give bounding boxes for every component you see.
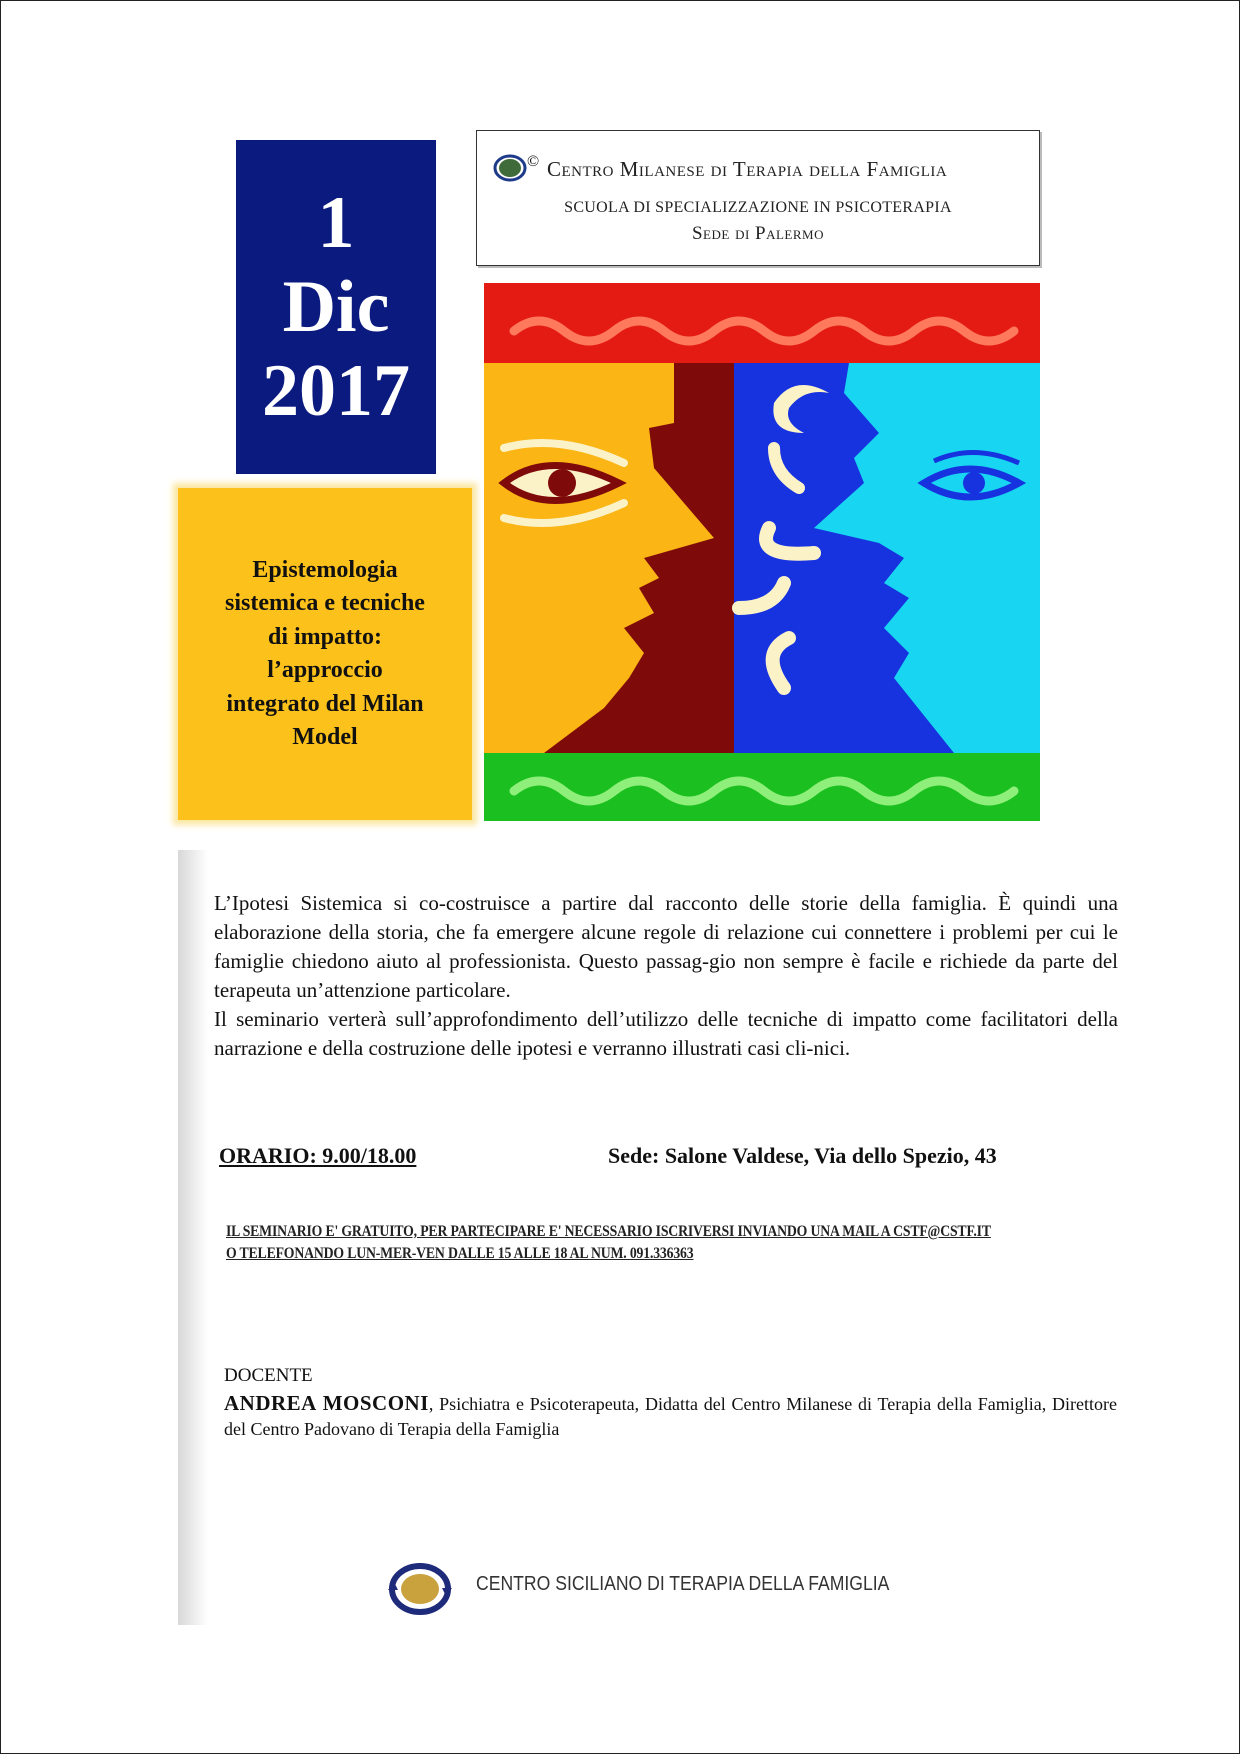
header-title: Centro Milanese di Terapia della Famiglia (547, 157, 948, 181)
seminar-title (207, 554, 443, 755)
cmtf-logo-icon (493, 153, 527, 183)
docente-label: DOCENTE (224, 1365, 313, 1386)
header-box (476, 130, 1040, 266)
description-text (214, 889, 1118, 1063)
copyright-symbol: © (527, 153, 540, 170)
date-year: 2017 (262, 350, 410, 432)
footer-organization: CENTRO SICILIANO DI TERAPIA DELLA FAMIGLIA (476, 1573, 890, 1595)
seminar-title-line: Model (292, 724, 358, 750)
date-day: 1 (317, 182, 355, 264)
seminar-title-line: integrato del Milan (226, 690, 424, 717)
seminar-title-line: di impatto: (267, 623, 382, 650)
venue-text: Sede: Salone Valdese, Via dello Spezio, 43 (608, 1143, 997, 1168)
date-month: Dic (282, 266, 390, 348)
seminar-title-line: Epistemologia (252, 556, 398, 583)
cstf-logo-icon (384, 1560, 456, 1618)
two-faces-artwork (484, 283, 1040, 821)
docente-description: , Psichiatra e Psicoterapeuta, Didatta del Centro Milanese di Terapia della Famiglia, Direttore del Centro Padovano di Terapia della Famiglia (224, 1394, 1117, 1439)
docente-name: ANDREA MOSCONI (224, 1391, 429, 1415)
seminar-title-box (178, 488, 472, 820)
schedule-text: ORARIO: 9.00/18.00 (219, 1143, 417, 1168)
seminar-title-line: l’approccio (267, 657, 383, 683)
docente-details (224, 1391, 1117, 1442)
decorative-strip (178, 850, 208, 1625)
description-paragraph: L’Ipotesi Sistemica si co-costruisce a partire dal racconto delle storie della famiglia. È quindi una elaborazione della storia, che fa emergere alcune regole di relazione cui connettere i problemi per cui le famiglie chiedono aiuto al professionista. Questo passag-gio non sempre è facile e richiede da parte del terapeuta un’attenzione particolare. (214, 891, 1118, 1002)
registration-notice (226, 1221, 1142, 1265)
date-block (236, 140, 436, 474)
notice-line: O TELEFONANDO LUN-MER-VEN DALLE 15 ALLE 18 AL NUM. 091.336363 (226, 1245, 694, 1262)
description-paragraph: Il seminario verterà sull’approfondimento dell’utilizzo delle tecniche di impatto come facilitatori della narrazione e della costruzione delle ipotesi e verranno illustrati casi cli-nici. (214, 1007, 1118, 1060)
header-subtitle: SCUOLA DI SPECIALIZZAZIONE IN PSICOTERAPIA (564, 199, 952, 216)
header-location: Sede di Palermo (691, 223, 824, 244)
seminar-title-line: sistemica e tecniche (225, 590, 425, 616)
notice-line: IL SEMINARIO E' GRATUITO, PER PARTECIPARE E' NECESSARIO ISCRIVERSI INVIANDO UNA MAIL A CSTF@CSTF.IT (226, 1223, 991, 1240)
